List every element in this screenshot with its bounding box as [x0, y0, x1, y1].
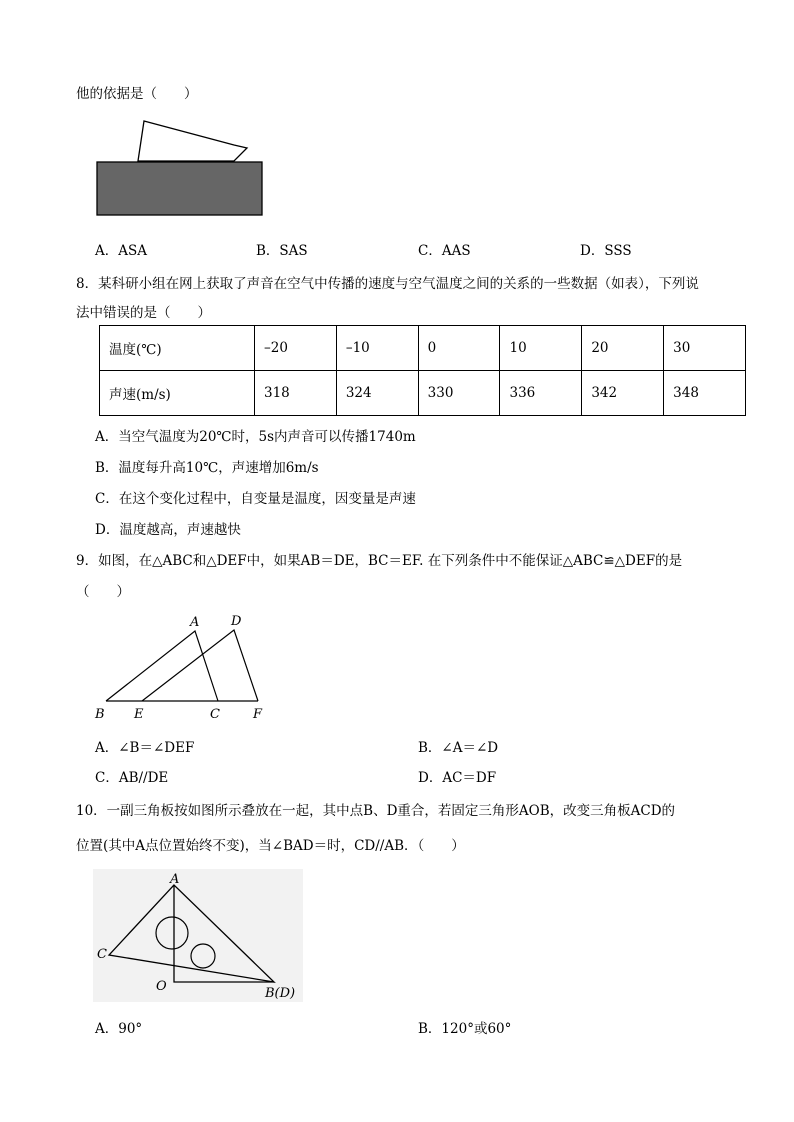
q10-option-a: A．90° [95, 1021, 143, 1037]
label-f: F [253, 707, 263, 722]
q8-option-b: B．温度每升高10℃，声速增加6m/s [95, 460, 319, 476]
table-cell: –20 [255, 326, 337, 371]
label-o: O [156, 979, 167, 994]
q9-triangle-figure [90, 608, 280, 723]
q7-option-d: D．SSS [580, 243, 632, 259]
table-cell: 324 [336, 371, 418, 416]
q10-option-b: B．120°或60° [418, 1021, 512, 1037]
triangle-def [142, 630, 258, 701]
q7-option-b: B．SAS [256, 243, 308, 259]
q7-figure [92, 115, 272, 223]
q8-stem-line2: 法中错误的是（ ） [76, 305, 211, 321]
q7-option-a: A．ASA [95, 243, 147, 259]
q8-option-c: C．在这个变化过程中，自变量是温度，因变量是声速 [95, 491, 416, 507]
label-b: B [95, 707, 105, 722]
table-row-label: 温度(℃) [100, 326, 255, 371]
q8-option-d: D．温度越高，声速越快 [95, 522, 241, 538]
q9-stem-line1: 9．如图，在△ABC和△DEF中，如果AB＝DE，BC＝EF. 在下列条件中不能保证△ABC≌△DEF的是 [76, 553, 683, 569]
q8-stem-line1: 8．某科研小组在网上获取了声音在空气中传播的速度与空气温度之间的关系的一些数据（如表），下列说 [76, 276, 699, 292]
q9-option-a: A．∠B＝∠DEF [95, 740, 195, 756]
q10-stem-line2: 位置(其中A点位置始终不变)，当∠BAD＝时，CD//AB．（ ） [76, 838, 465, 854]
table-cell: 10 [500, 326, 582, 371]
table-cell: 20 [582, 326, 664, 371]
table-cell: 348 [664, 371, 746, 416]
table-cell: –10 [336, 326, 418, 371]
q10-stem-line1: 10．一副三角板按如图所示叠放在一起，其中点B、D重合，若固定三角形AOB，改变三角板ACD的 [76, 803, 676, 819]
q9-option-d: D．AC＝DF [418, 770, 497, 786]
table-row [100, 326, 746, 371]
label-c: C [210, 707, 220, 722]
label-a: A [190, 615, 200, 630]
label-d: D [231, 614, 242, 629]
label-e: E [134, 707, 144, 722]
table-cell: 318 [255, 371, 337, 416]
q9-stem-line2: （ ） [76, 584, 130, 600]
table-row-label: 声速(m/s) [100, 371, 255, 416]
triangle-abc [106, 631, 218, 701]
table-cell: 0 [418, 326, 500, 371]
q9-option-c: C．AB//DE [95, 770, 169, 786]
table-row [100, 371, 746, 416]
label-a: A [170, 872, 180, 887]
table-cell: 30 [664, 326, 746, 371]
q7-option-c: C．AAS [418, 243, 471, 259]
table-cell: 336 [500, 371, 582, 416]
label-c: C [97, 947, 107, 962]
label-bd: B(D) [265, 986, 296, 1001]
table-cell: 342 [582, 371, 664, 416]
q10-triangle-figure [93, 869, 303, 1002]
q9-option-b: B．∠A＝∠D [418, 740, 499, 756]
q7-stem: 他的依据是（ ） [76, 86, 198, 102]
table-cell: 330 [418, 371, 500, 416]
q8-data-table [99, 325, 746, 416]
q8-option-a: A．当空气温度为20℃时，5s内声音可以传播1740m [95, 429, 416, 445]
